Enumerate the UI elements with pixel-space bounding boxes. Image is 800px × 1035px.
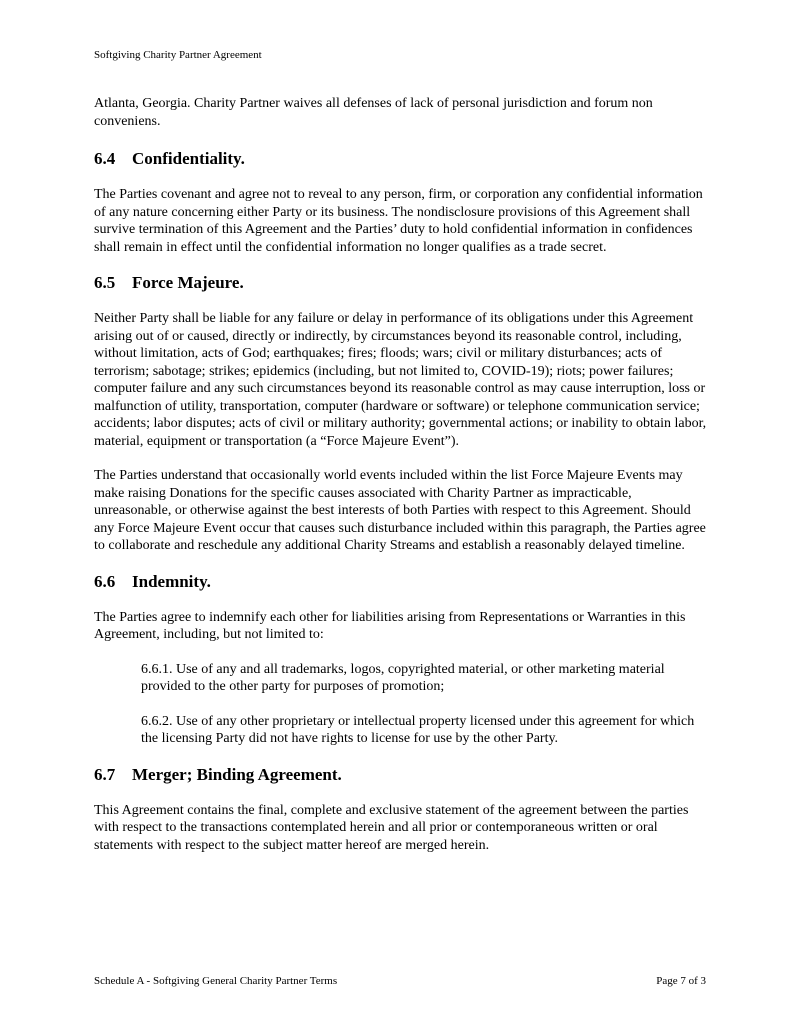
section-heading-force-majeure [94,272,708,294]
document-body [94,95,708,854]
indemnity-subclause-2: 6.6.2. Use of any other proprietary or intellectual property licensed under this agreement for which the licensing Party did not have rights to license for use by the other Party. [141,713,695,746]
force-majeure-paragraph-1: Neither Party shall be liable for any failure or delay in performance of its obligations under this Agreement arising out of or caused, directly or indirectly, by circumstances beyond its reasonable control, including, without limitation, acts of God; earthquakes; fires; floods; wars; civil or military disturbances; acts of terrorism; sabotage; strikes; epidemics (including, but not limited to, COVID-19); riots; power failures; computer failure and any such circumstances beyond its reasonable control as may cause interruption, loss or malfunction of utility, transportation, computer (hardware or software) or telephone communication service; accidents; labor disputes; acts of civil or military authority; governmental actions; or inability to obtain labor, material, equipment or transportation (a “Force Majeure Event”). [94,311,707,449]
indemnity-paragraph: The Parties agree to indemnify each other for liabilities arising from Representations or Warranties in this Agreement, including, but not limited to: [94,609,686,642]
force-majeure-paragraph-2: The Parties understand that occasionally world events included within the list Force Majeure Events may make raising Donations for the specific causes associated with Charity Partner as impracticable, unreasonable, or otherwise against the best interests of both Parties with respect to this Agreement. Should any Force Majeure Event occur that causes such disturbance included within this paragraph, the Parties agree to collaborate and reschedule any additional Charity Streams and establish a reasonably delayed timeline. [94,468,706,553]
section-title: Force Majeure. [132,273,244,292]
section-title: Merger; Binding Agreement. [132,764,342,784]
section-heading-merger [94,764,708,786]
section-heading-confidentiality [94,148,708,170]
footer-schedule-title: Schedule A - Softgiving General Charity Partner Terms [94,975,338,987]
page-header: Softgiving Charity Partner Agreement [94,49,262,61]
section-title: Indemnity. [132,571,211,591]
confidentiality-paragraph: The Parties covenant and agree not to reveal to any person, firm, or corporation any confidential information of any nature concerning either Party or its business. The nondisclosure provisions of this Agreement shall survive termination of this Agreement and the Parties’ duty to hold confidential information in confidences shall remain in effect until the confidential information no longer qualifies as a trade secret. [94,187,703,255]
section-number: 6.6 [94,571,116,591]
merger-paragraph: This Agreement contains the final, complete and exclusive statement of the agreement between the parties with respect to the transactions contemplated herein and all prior or contemporaneous written or oral statements with respect to the subject matter hereof are merged herein. [94,802,689,853]
section-heading-indemnity [94,571,708,593]
section-number: 6.4 [94,149,116,168]
intro-paragraph: Atlanta, Georgia. Charity Partner waives all defenses of lack of personal jurisdiction and forum non conveniens. [94,96,653,129]
section-number: 6.5 [94,273,116,292]
section-title: Confidentiality. [132,149,245,168]
footer-page-number: Page 7 of 3 [656,975,706,987]
section-number: 6.7 [94,764,116,784]
indemnity-subclause-1: 6.6.1. Use of any and all trademarks, logos, copyrighted material, or other marketing material provided to the other party for purposes of promotion; [141,661,665,694]
